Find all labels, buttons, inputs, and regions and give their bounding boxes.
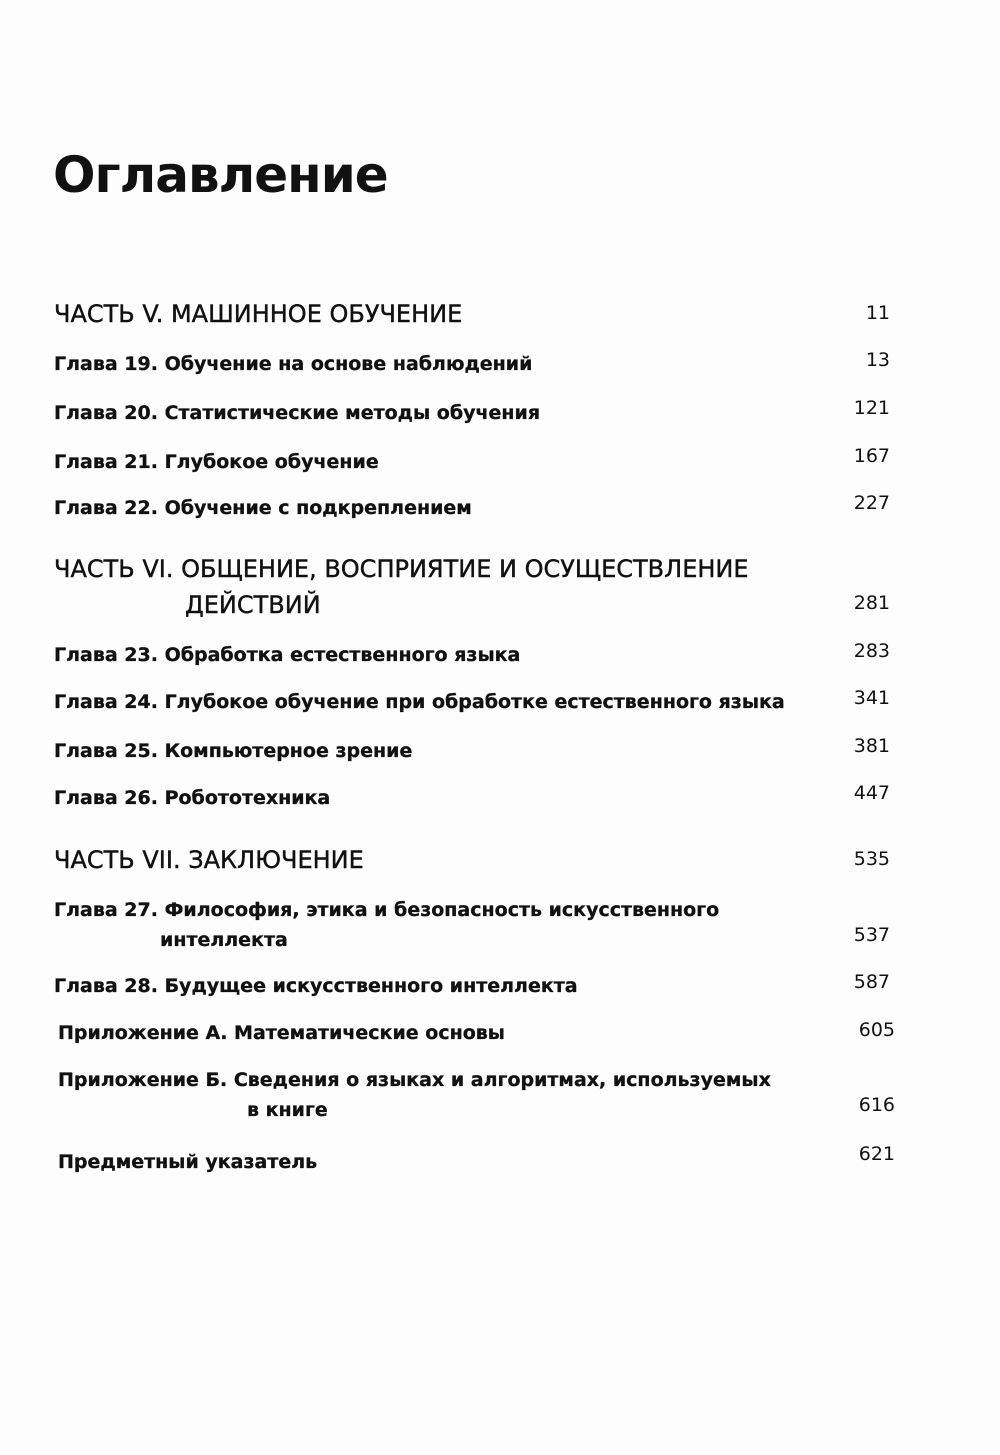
toc-entry-label: ЧАСТЬ VII. ЗАКЛЮЧЕНИЕ	[54, 846, 364, 874]
toc-entry-label: Глава 26. Робототехника	[54, 787, 331, 809]
toc-entry-label: Приложение А. Математические основы	[58, 1022, 505, 1044]
toc-entry-page: 283	[853, 640, 890, 662]
toc-entry-page: 621	[858, 1143, 895, 1165]
toc-entry-page: 381	[853, 735, 890, 757]
toc-entry-label: Глава 22. Обучение с подкреплением	[54, 497, 472, 519]
toc-entry-label: Глава 25. Компьютерное зрение	[54, 740, 413, 762]
toc-entry-page: 341	[853, 687, 890, 709]
toc-entry-label: Глава 24. Глубокое обучение при обработке естественного языка	[54, 691, 785, 713]
toc-entry-label: Приложение Б. Сведения о языках и алгоритмах, используемых	[58, 1069, 771, 1091]
toc-entry-label: Глава 28. Будущее искусственного интеллекта	[54, 975, 578, 997]
toc-entry-label-continuation: интеллекта	[160, 929, 288, 951]
toc-entry-page: 13	[865, 349, 890, 371]
toc-entry-page: 11	[865, 302, 890, 324]
toc-entry-page: 616	[858, 1094, 895, 1116]
toc-entry-page: 605	[858, 1019, 895, 1041]
toc-entry-label: Глава 27. Философия, этика и безопасность искусственного	[54, 899, 720, 921]
toc-entry-page: 587	[853, 971, 890, 993]
toc-entry-label: Глава 19. Обучение на основе наблюдений	[54, 353, 533, 375]
toc-entry-page: 535	[853, 848, 890, 870]
page-title: Оглавление	[53, 146, 388, 204]
toc-entry-page: 121	[853, 397, 890, 419]
toc-entry-label: ЧАСТЬ VI. ОБЩЕНИЕ, ВОСПРИЯТИЕ И ОСУЩЕСТВЛЕНИЕ	[54, 555, 749, 583]
toc-entry-page: 227	[853, 492, 890, 514]
toc-entry-label-continuation: в книге	[247, 1099, 328, 1121]
toc-entry-label: Глава 21. Глубокое обучение	[54, 451, 379, 473]
toc-entry-label-continuation: ДЕЙСТВИЙ	[185, 591, 321, 619]
toc-entry-label: Глава 23. Обработка естественного языка	[54, 644, 521, 666]
toc-entry-page: 167	[853, 445, 890, 467]
toc-entry-page: 447	[853, 782, 890, 804]
toc-entry-page: 281	[853, 592, 890, 614]
toc-entry-label: ЧАСТЬ V. МАШИННОЕ ОБУЧЕНИЕ	[54, 300, 463, 328]
toc-entry-label: Глава 20. Статистические методы обучения	[54, 402, 541, 424]
toc-entry-page: 537	[853, 924, 890, 946]
toc-entry-label: Предметный указатель	[58, 1151, 318, 1173]
